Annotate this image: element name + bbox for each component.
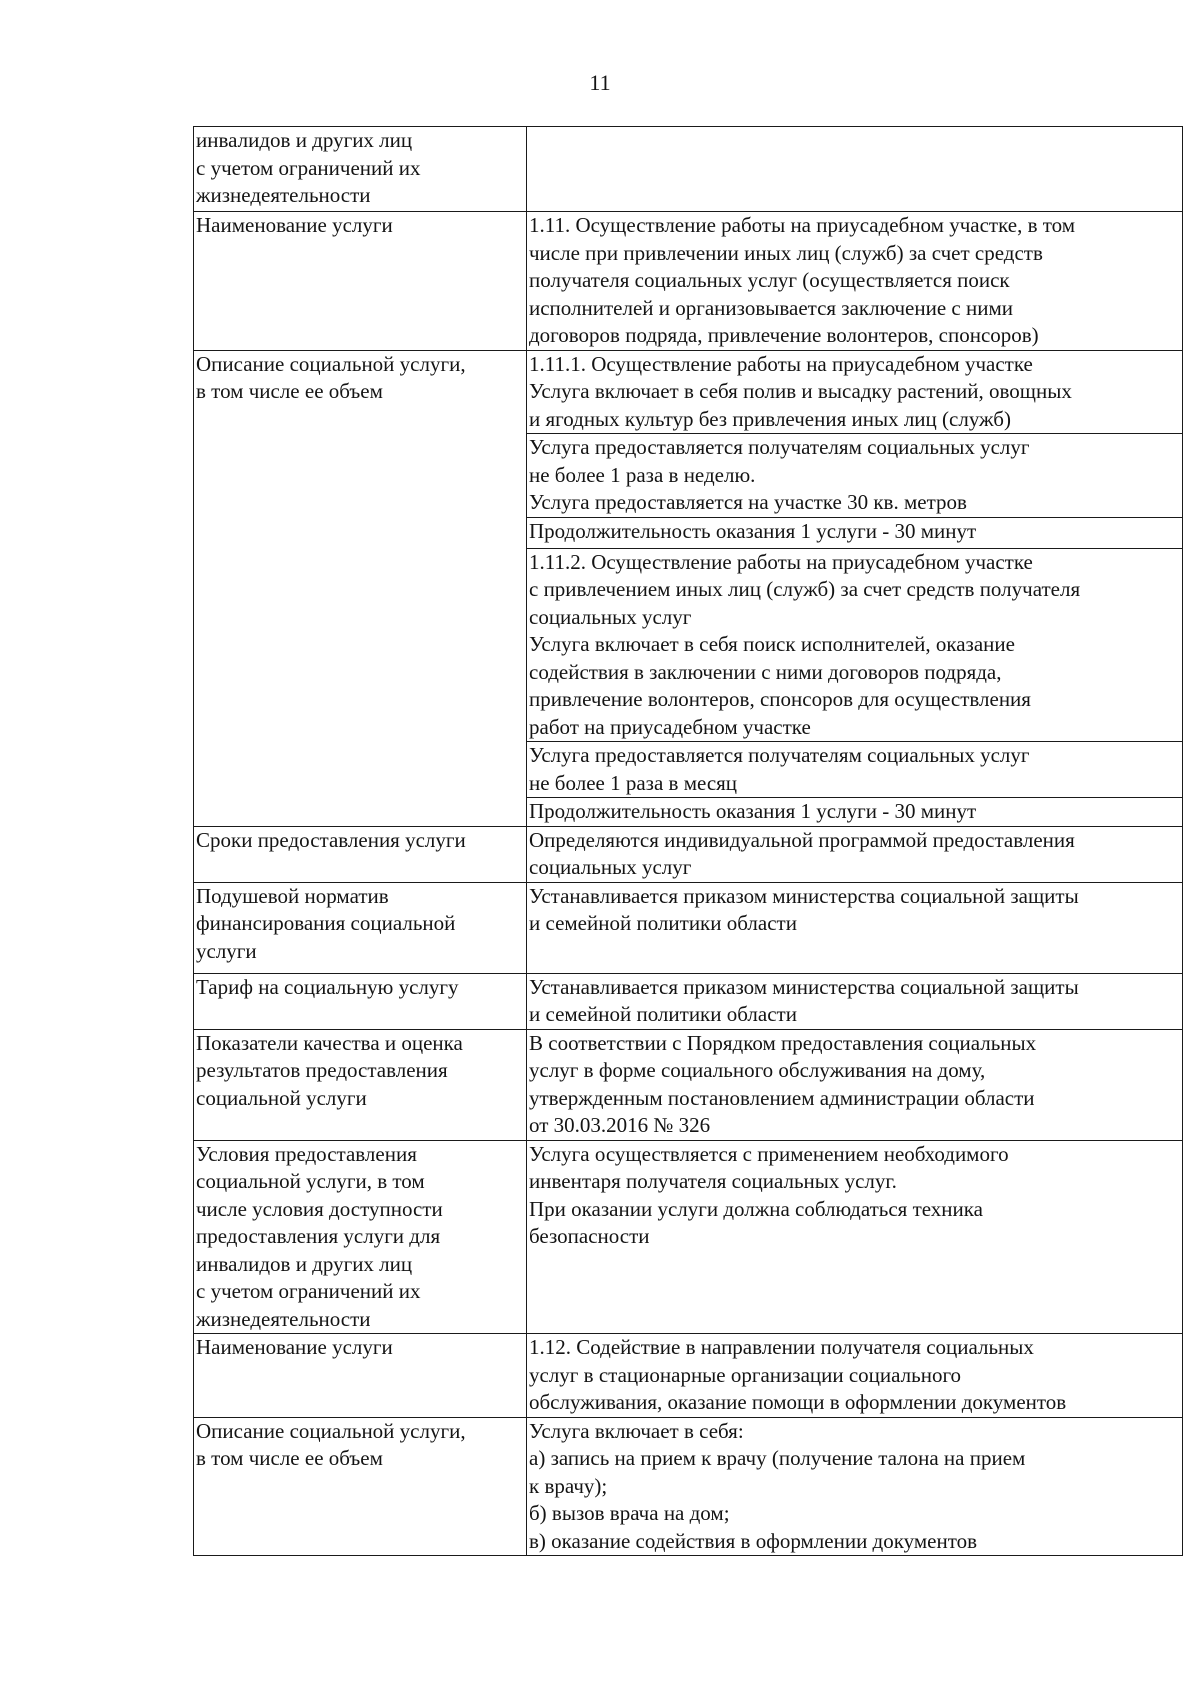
table-row xyxy=(194,350,1183,434)
cell-line: инвалидов и других лиц xyxy=(196,1251,413,1276)
table-row xyxy=(194,1140,1183,1334)
table-row xyxy=(194,882,1183,973)
cell-line: услуг в форме социального обслуживания на дому, xyxy=(529,1058,986,1082)
cell-line: Услуга включает в себя: xyxy=(529,1418,744,1443)
cell-line: При оказании услуги должна соблюдаться техника xyxy=(529,1196,983,1221)
row-label-cell xyxy=(194,1334,527,1418)
row-value-cell xyxy=(527,1140,1183,1334)
cell-line: не более 1 раза в неделю. xyxy=(529,462,756,487)
row-value-cell xyxy=(527,798,1183,827)
cell-line: Услуга включает в себя полив и высадку растений, овощных xyxy=(529,379,1072,403)
cell-line: Сроки предоставления услуги xyxy=(196,827,466,852)
row-label-cell xyxy=(194,1029,527,1140)
cell-line: результатов предоставления xyxy=(196,1058,448,1082)
cell-line: социальной услуги, в том xyxy=(196,1169,425,1193)
cell-line: услуг в стационарные организации социального xyxy=(529,1362,962,1387)
cell-line: социальных услуг xyxy=(529,855,692,879)
cell-line: Подушевой норматив xyxy=(196,883,389,908)
cell-line: 1.12. Содействие в направлении получателя социальных xyxy=(529,1335,1034,1359)
service-table xyxy=(193,126,1183,1556)
table-row xyxy=(194,826,1183,882)
cell-line: инвентаря получателя социальных услуг. xyxy=(529,1169,897,1193)
cell-line: социальной услуги xyxy=(196,1085,367,1110)
cell-line: В соответствии с Порядком предоставления социальных xyxy=(529,1030,1037,1055)
cell-line: Определяются индивидуальной программой предоставления xyxy=(529,827,1075,852)
cell-line: Показатели качества и оценка xyxy=(196,1030,463,1055)
table-row xyxy=(194,1417,1183,1556)
row-value-cell xyxy=(527,434,1183,518)
cell-line: социальных услуг xyxy=(529,604,692,629)
row-label-cell xyxy=(194,973,527,1029)
cell-line: договоров подряда, привлечение волонтеров, спонсоров) xyxy=(529,323,1039,347)
cell-line: предоставления услуги для xyxy=(196,1224,441,1248)
row-value-cell xyxy=(527,742,1183,798)
cell-line: Услуга предоставляется на участке 30 кв. метров xyxy=(529,490,967,514)
cell-line: и семейной политики области xyxy=(529,911,797,935)
cell-line: числе при привлечении иных лиц (служб) за счет средств xyxy=(529,240,1043,265)
row-value-cell xyxy=(527,127,1183,212)
cell-line: Услуга осуществляется с применением необходимого xyxy=(529,1141,1009,1166)
cell-line: 1.11.1. Осуществление работы на приусадебном участке xyxy=(529,351,1033,376)
cell-line: Устанавливается приказом министерства социальной защиты xyxy=(529,883,1079,908)
page-number: 11 xyxy=(589,70,611,95)
row-value-cell xyxy=(527,1029,1183,1140)
cell-line: 1.11.2. Осуществление работы на приусадебном участке xyxy=(529,549,1033,574)
row-label-cell xyxy=(194,350,527,826)
cell-line: а) запись на прием к врачу (получение талона на прием xyxy=(529,1446,1026,1470)
cell-line: услуги xyxy=(196,938,257,963)
cell-line: в) оказание содействия в оформлении документов xyxy=(529,1528,978,1553)
cell-line: к врачу); xyxy=(529,1473,608,1498)
cell-line: б) вызов врача на дом; xyxy=(529,1501,730,1525)
cell-line: привлечение волонтеров, спонсоров для осуществления xyxy=(529,687,1031,711)
row-value-cell xyxy=(527,517,1183,548)
cell-line: Услуга предоставляется получателям социальных услуг xyxy=(529,435,1030,459)
cell-line: жизнедеятельности xyxy=(196,1306,371,1331)
cell-line: Продолжительность оказания 1 услуги - 30 минут xyxy=(529,518,977,543)
row-value-cell xyxy=(527,548,1183,742)
row-label-cell xyxy=(194,882,527,973)
cell-line: жизнедеятельности xyxy=(196,183,371,207)
cell-line: Услуга предоставляется получателям социальных услуг xyxy=(529,743,1030,767)
table-row xyxy=(194,212,1183,351)
cell-line: с привлечением иных лиц (служб) за счет средств получателя xyxy=(529,577,1081,601)
cell-line: обслуживания, оказание помощи в оформлении документов xyxy=(529,1390,1067,1414)
cell-line: содействия в заключении с ними договоров подряда, xyxy=(529,659,1002,684)
table-row xyxy=(194,1029,1183,1140)
cell-line: Наименование услуги xyxy=(196,1335,393,1359)
cell-line: в том числе ее объем xyxy=(196,379,383,403)
row-value-cell xyxy=(527,826,1183,882)
cell-line: работ на приусадебном участке xyxy=(529,714,811,739)
cell-line: и ягодных культур без привлечения иных лиц (служб) xyxy=(529,406,1011,431)
row-value-cell xyxy=(527,882,1183,973)
cell-line: Устанавливается приказом министерства социальной защиты xyxy=(529,974,1079,999)
cell-line: исполнителей и организовывается заключение с ними xyxy=(529,295,1013,320)
cell-line: Наименование услуги xyxy=(196,213,393,237)
table-row xyxy=(194,127,1183,212)
cell-line: утвержденным постановлением администрации области xyxy=(529,1085,1035,1110)
cell-line: Услуга включает в себя поиск исполнителей, оказание xyxy=(529,632,1015,656)
row-label-cell xyxy=(194,1140,527,1334)
row-label-cell xyxy=(194,212,527,351)
row-value-cell xyxy=(527,1417,1183,1556)
cell-line: 1.11. Осуществление работы на приусадебном участке, в том xyxy=(529,213,1076,237)
table-row xyxy=(194,1334,1183,1418)
cell-line: от 30.03.2016 № 326 xyxy=(529,1113,711,1137)
cell-line: Описание социальной услуги, xyxy=(196,1418,466,1443)
cell-line: в том числе ее объем xyxy=(196,1446,383,1470)
cell-line: с учетом ограничений их xyxy=(196,1279,421,1303)
cell-line: Описание социальной услуги, xyxy=(196,351,466,376)
cell-line: и семейной политики области xyxy=(529,1002,797,1026)
cell-line: Продолжительность оказания 1 услуги - 30 минут xyxy=(529,799,977,823)
row-value-cell xyxy=(527,212,1183,351)
cell-line: инвалидов и других лиц xyxy=(196,128,413,152)
row-label-cell xyxy=(194,1417,527,1556)
row-label-cell xyxy=(194,826,527,882)
cell-line: числе условия доступности xyxy=(196,1196,443,1221)
cell-line: не более 1 раза в месяц xyxy=(529,770,738,795)
cell-line: финансирования социальной xyxy=(196,911,456,935)
table-row xyxy=(194,973,1183,1029)
cell-line: с учетом ограничений их xyxy=(196,155,421,180)
row-value-cell xyxy=(527,350,1183,434)
cell-line: Условия предоставления xyxy=(196,1141,417,1166)
row-label-cell xyxy=(194,127,527,212)
row-value-cell xyxy=(527,973,1183,1029)
cell-line: Тариф на социальную услугу xyxy=(196,974,459,999)
row-value-cell xyxy=(527,1334,1183,1418)
cell-line: получателя социальных услуг (осуществляется поиск xyxy=(529,268,1010,292)
cell-line: безопасности xyxy=(529,1224,650,1248)
